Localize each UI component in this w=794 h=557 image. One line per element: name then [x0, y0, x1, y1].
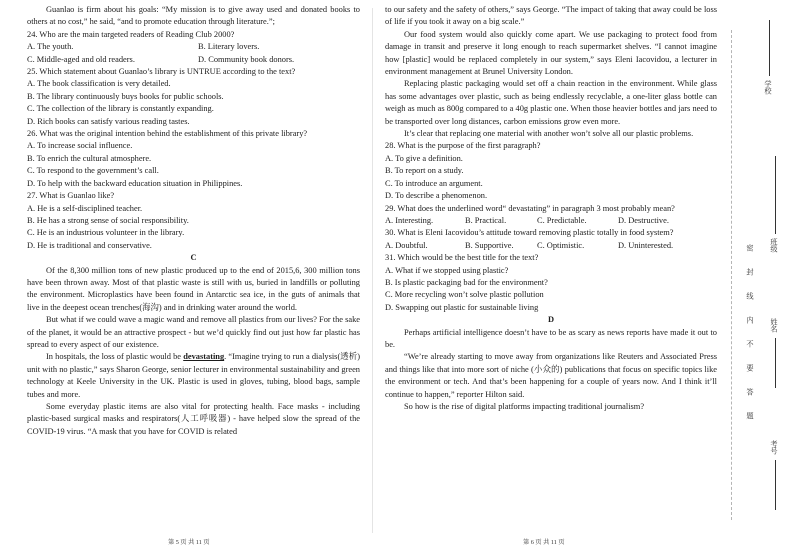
passage-d-paragraph-1: Perhaps artificial intelligence doesn’t have to be as scary as news reports have made it out to be. [385, 327, 717, 349]
passage-c-paragraph-5: Our food system would also quickly come apart. We use packaging to protect food from damage in transit and preserve it long enough to reach supermarket shelves. “I cannot imagine how [plastic] would be replaced completely in our system,” says Eleni Iacovidou, a lecturer in environment management at Brunel University London. [385, 29, 717, 77]
option-24-a: A. The youth. [27, 42, 74, 52]
paragraph-3-rest: . “Imagine trying to run a dialysis(透析) unit with no plastic,” says Sharon George, senior lecturer in environmental sustainability and green technology at Keele University in the UK. Plastic is used in gloves, tubing, blood bags, sample tubes and more. [27, 352, 361, 399]
seal-char-8: 题 [746, 412, 755, 420]
column-divider [372, 8, 373, 533]
option-28-b: B. To report on a study. [385, 166, 464, 176]
label-class: 班级 [770, 238, 779, 253]
option-24-c: C. Middle-aged and old readers. [27, 54, 135, 64]
school-fill-line [769, 20, 770, 76]
question-29: 29. What does the underlined word“ devastating” in paragraph 3 most probably mean? [385, 203, 675, 213]
label-school: 学校 [764, 80, 773, 95]
option-25-a: A. The book classification is very detailed. [27, 79, 171, 89]
option-26-b: B. To enrich the cultural atmosphere. [27, 153, 152, 163]
option-row-24-cd [27, 54, 360, 66]
seal-char-6: 要 [746, 364, 755, 372]
passage-c-paragraph-1: Of the 8,300 million tons of new plastic produced up to the end of 2015,6, 300 million tons have been thrown away. Most of that plastic waste is still with us, buried in landfills or polluting the environment. Microplastics have been found in Antarctic sea ice, in the guts of animals that live in the deepest ocean trenches(海沟) and in drinking water around the world. [27, 265, 360, 312]
option-row-29 [385, 215, 717, 227]
passage-c-paragraph-6: Replacing plastic packaging would set off a chain reaction in the environment. While glass has some advantages over plastic, such as being endlessly recyclable, a one-liter glass bottle can weigh as much as 800g compared to a 40g plastic one. When those heavier bottles and jars need to be transported over long distances, carbon emissions grow even more. [385, 79, 717, 126]
page-footer-5: 第 5 页 共 11 页 [168, 539, 210, 546]
question-26: 26. What was the original intention behind the establishment of this private library? [27, 129, 308, 139]
exam-number-fill-line [775, 460, 776, 510]
passage-c-paragraph-3 [27, 351, 360, 401]
option-25-b: B. The library continuously buys books for public schools. [27, 91, 224, 101]
page-6-column [385, 4, 717, 413]
option-27-c: C. He is an industrious volunteer in the library. [27, 228, 185, 238]
option-30-d: D. Uninterested. [618, 240, 674, 250]
section-heading-d: D [547, 315, 555, 325]
page-5-column [27, 4, 360, 438]
option-30-c: C. Optimistic. [537, 240, 585, 250]
option-26-d: D. To help with the backward education situation in Philippines. [27, 178, 243, 188]
option-24-d: D. Community book donors. [198, 54, 295, 64]
seal-char-1: 密 [746, 244, 755, 252]
binding-dashed-line [731, 30, 733, 520]
option-25-d: D. Rich books can satisfy various reading tastes. [27, 116, 190, 126]
option-29-d: D. Destructive. [618, 215, 669, 225]
option-27-d: D. He is traditional and conservative. [27, 240, 152, 250]
question-24: 24. Who are the main targeted readers of Reading Club 2000? [27, 29, 235, 39]
name-fill-line [775, 338, 776, 388]
passage-d-paragraph-3: So how is the rise of digital platforms impacting traditional journalism? [404, 402, 645, 411]
passage-d-paragraph-2: “We’re already starting to move away from organizations like Reuters and Associated Press and things like that into more sort of niche (小众的) publications that focus on specific topics like the environment or tech. And that’s been happening for a couple of years now. And I think it’ll continue to happen,” reporter Hilton said. [385, 352, 717, 399]
option-28-c: C. To introduce an argument. [385, 178, 483, 188]
option-31-b: B. Is plastic packaging bad for the environment? [385, 277, 548, 287]
option-28-a: A. To give a definition. [385, 153, 463, 163]
seal-char-3: 线 [746, 292, 755, 300]
class-fill-line [775, 156, 776, 234]
question-27: 27. What is Guanlao like? [27, 191, 115, 201]
passage-c-paragraph-4-cont: to our safety and the safety of others,” says George. “The impact of taking that away could be loss of life if you took it away on a big scale.” [385, 5, 717, 27]
option-30-a: A. Doubtful. [385, 240, 428, 250]
question-30: 30. What is Eleni Iacovidou’s attitude toward removing plastic totally in food system? [385, 228, 674, 238]
option-27-b: B. He has a strong sense of social responsibility. [27, 215, 189, 225]
option-30-b: B. Supportive. [465, 240, 514, 250]
binding-margin [744, 0, 794, 557]
option-29-c: C. Predictable. [537, 215, 587, 225]
option-row-24-ab [27, 41, 360, 53]
option-row-30 [385, 240, 717, 252]
option-27-a: A. He is a self-disciplined teacher. [27, 203, 143, 213]
option-31-a: A. What if we stopped using plastic? [385, 265, 509, 275]
passage-c-paragraph-7: It’s clear that replacing one material with another won’t solve all our plastic problems. [404, 129, 694, 139]
section-heading-c: C [190, 253, 197, 263]
label-name: 姓名 [770, 318, 779, 333]
option-25-c: C. The collection of the library is constantly expanding. [27, 104, 214, 114]
label-exam-number: 考号 [770, 440, 779, 455]
passage-c-paragraph-2: But what if we could wave a magic wand and remove all plastics from our lives? For the sake of the planet, it would be an attractive prospect - but we’d quickly find out just how far plastic has spread to every aspect of our existence. [27, 315, 360, 349]
option-31-c: C. More recycling won’t solve plastic pollution [385, 290, 544, 300]
option-26-a: A. To increase social influence. [27, 141, 133, 151]
passage-c-paragraph-4: Some everyday plastic items are also vital for protecting health. Face masks - including plastic-based surgical masks and respirators(人工呼吸器) - have helped slow the spread of the COVID-19 virus. “A mask that you have for COVID is related [27, 402, 360, 436]
underlined-word-devastating: devastating [183, 352, 225, 362]
seal-char-2: 封 [746, 268, 755, 276]
paragraph-b-ending: Guanlao is firm about his goals: “My mission is to give away used and donated books to others at no cost,” he said, “and to promote education through literature.”; [27, 5, 360, 27]
seal-char-7: 答 [746, 388, 755, 396]
question-25: 25. Which statement about Guanlao’s library is UNTRUE according to the text? [27, 67, 296, 77]
option-26-c: C. To respond to the government’s call. [27, 166, 159, 176]
option-29-a: A. Interesting. [385, 215, 434, 225]
option-29-b: B. Practical. [465, 215, 507, 225]
option-24-b: B. Literary lovers. [198, 42, 260, 52]
question-28: 28. What is the purpose of the first paragraph? [385, 141, 541, 151]
seal-char-4: 内 [746, 316, 755, 324]
paragraph-3-start: In hospitals, the loss of plastic would be [46, 352, 182, 362]
question-31: 31. Which would be the best title for the text? [385, 253, 539, 263]
option-28-d: D. To describe a phenomenon. [385, 191, 488, 201]
seal-char-5: 不 [746, 340, 755, 348]
option-31-d: D. Swapping out plastic for sustainable living [385, 302, 539, 312]
page-footer-6: 第 6 页 共 11 页 [523, 539, 565, 546]
